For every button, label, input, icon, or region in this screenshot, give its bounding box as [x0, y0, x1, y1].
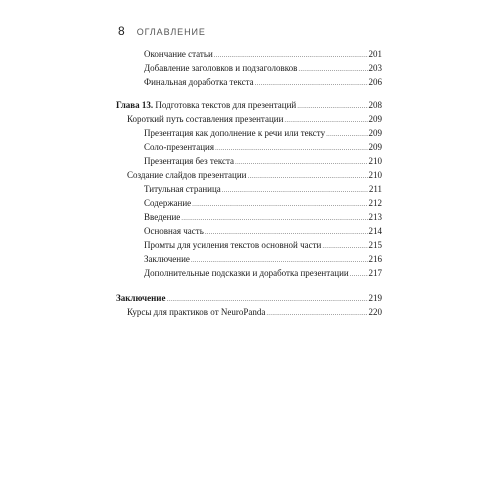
table-of-contents: [116, 48, 382, 320]
toc-entry: [116, 197, 382, 211]
dot-leader: [284, 113, 367, 127]
toc-entry-page: 214: [368, 226, 382, 236]
toc-section-label: Короткий путь составления презентации: [127, 114, 284, 124]
dot-leader: [214, 48, 368, 62]
toc-entry: [116, 239, 382, 253]
toc-conclusion-label: Заключение: [116, 293, 166, 303]
toc-entry-page: 219: [368, 293, 382, 303]
toc-entry: [116, 183, 382, 197]
dot-leader: [235, 155, 367, 169]
toc-section: [116, 306, 382, 320]
dot-leader: [215, 141, 368, 155]
toc-entry: [116, 76, 382, 90]
toc-entry-page: 213: [368, 212, 382, 222]
page-number: 8: [118, 24, 125, 38]
toc-entry-page: 217: [368, 268, 382, 278]
toc-entry-label: Основная часть: [144, 226, 204, 236]
toc-entry-page: 211: [368, 184, 382, 194]
toc-entry-label: Презентация как дополнение к речи или тексту: [144, 128, 326, 138]
dot-leader: [255, 76, 368, 90]
page-header: [118, 24, 206, 38]
toc-entry-label: Соло-презентация: [144, 142, 214, 152]
toc-entry-label: Промты для усиления текстов основной части: [144, 240, 322, 250]
toc-section-label: Курсы для практиков от NeuroPanda: [127, 307, 266, 317]
toc-entry: [116, 267, 382, 281]
dot-leader: [297, 99, 367, 113]
chapter-prefix: Глава 13.: [116, 100, 154, 110]
toc-entry-page: 216: [368, 254, 382, 264]
toc-entry-label: Заключение: [144, 254, 190, 264]
dot-leader: [350, 267, 368, 281]
toc-entry-page: 208: [368, 100, 382, 110]
toc-entry: [116, 211, 382, 225]
toc-entry-page: 206: [368, 77, 382, 87]
toc-entry-page: 209: [368, 128, 382, 138]
toc-section: [116, 169, 382, 183]
toc-entry-label: Дополнительные подсказки и доработка презентации: [144, 268, 349, 278]
dot-leader: [166, 292, 367, 306]
toc-entry-page: 220: [368, 307, 382, 317]
toc-entry: [116, 127, 382, 141]
toc-entry-page: 212: [368, 198, 382, 208]
dot-leader: [205, 225, 368, 239]
chapter-title: Подготовка текстов для презентаций: [153, 100, 297, 110]
toc-entry: [116, 62, 382, 76]
dot-leader: [222, 183, 368, 197]
toc-entry-page: 210: [368, 170, 382, 180]
toc-entry-label: Введение: [144, 212, 181, 222]
toc-entry-page: 209: [368, 142, 382, 152]
toc-entry: [116, 155, 382, 169]
dot-leader: [191, 253, 368, 267]
dot-leader: [322, 239, 367, 253]
toc-entry-page: 209: [368, 114, 382, 124]
toc-section-label: Создание слайдов презентации: [127, 170, 247, 180]
dot-leader: [266, 306, 367, 320]
toc-chapter-13: [116, 99, 382, 113]
dot-leader: [192, 197, 367, 211]
toc-entry-label: Окончание статьи: [144, 49, 213, 59]
toc-section: [116, 113, 382, 127]
dot-leader: [181, 211, 367, 225]
dot-leader: [248, 169, 368, 183]
toc-entry-page: 201: [368, 49, 382, 59]
toc-entry: [116, 48, 382, 62]
toc-entry-page: 215: [368, 240, 382, 250]
toc-entry-page: 203: [368, 63, 382, 73]
toc-entry: [116, 141, 382, 155]
toc-entry-label: Титульная страница: [144, 184, 221, 194]
toc-chapter-label: [116, 99, 296, 112]
toc-entry-label: Содержание: [144, 198, 192, 208]
dot-leader: [326, 127, 367, 141]
toc-entry: [116, 253, 382, 267]
spacer: [116, 281, 382, 292]
toc-entry-label: Добавление заголовков и подзаголовков: [144, 63, 298, 73]
spacer: [116, 90, 382, 99]
toc-conclusion: [116, 292, 382, 306]
dot-leader: [298, 62, 367, 76]
running-title: ОГЛАВЛЕНИЕ: [136, 27, 206, 37]
toc-entry: [116, 225, 382, 239]
toc-entry-label: Презентация без текста: [144, 156, 235, 166]
toc-entry-page: 210: [368, 156, 382, 166]
toc-entry-label: Финальная доработка текста: [144, 77, 254, 87]
